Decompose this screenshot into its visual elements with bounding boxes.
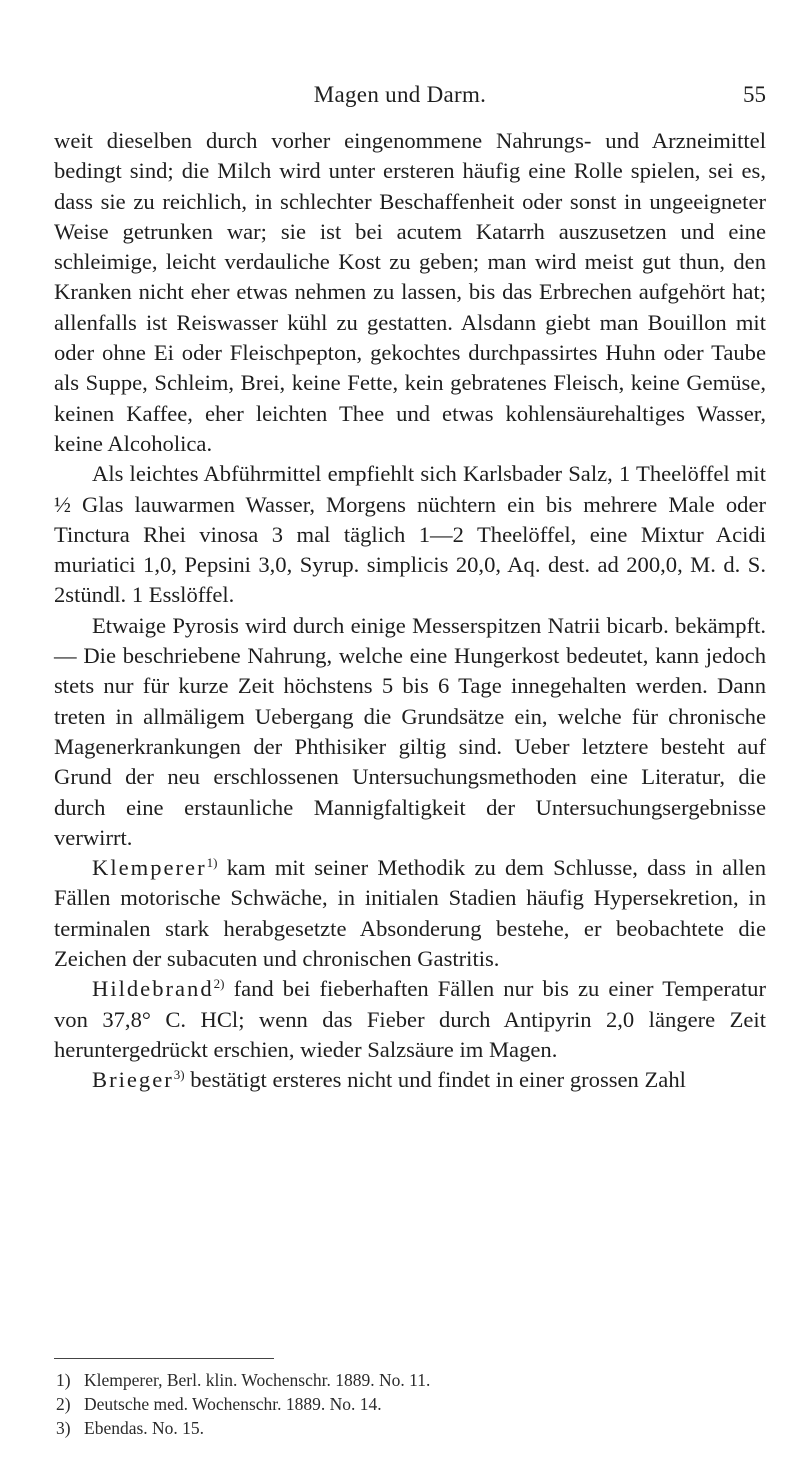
footnote-1 [56,1368,656,1392]
footnote-2 [56,1392,656,1416]
footnote-ref: 1) [206,855,218,871]
author-name: Hildebrand [92,976,214,1002]
author-name: Brieger [92,1067,174,1093]
body-text [54,126,766,1096]
page-number: 55 [743,82,766,107]
paragraph-1: weit dieselben durch vorher eingenommene Nahrungs- und Arzneimittel bedingt sind; die Milch wird unter ersteren häufig eine Rolle spielen, sei es, dass sie zu reichlich, in schlechter Beschaffenheit oder sonst in ungeeigneter Weise getrunken war; sie ist bei acutem Katarrh auszusetzen und eine schleimige, leicht verdauliche Kost zu geben; man wird meist gut thun, den Kranken nicht eher etwas nehmen zu lassen, bis das Erbrechen aufgehört hat; allenfalls ist Reiswasser kühl zu gestatten. Alsdann giebt man Bouillon mit oder ohne Ei oder Fleischpepton, gekochtes durchpassirtes Huhn oder Taube als Suppe, Schleim, Brei, keine Fette, kein gebratenes Fleisch, keine Gemüse, keinen Kaffee, eher leichten Thee und etwas kohlensäurehaltiges Wasser, keine Alcoholica. [54,128,766,456]
page-header [0,82,800,112]
footnote-number: 2) [56,1394,71,1414]
footnote-number: 3) [56,1418,71,1438]
paragraph-6 [54,1065,766,1095]
paragraph-5 [54,974,766,1065]
footnote-ref: 2) [213,976,225,992]
paragraph-text: fand bei fieberhaften Fällen nur bis zu einer Temperatur von 37,8° C. HCl; wenn das Fieber durch Antipyrin 2,0 längere Zeit heruntergedrückt erschien, wieder Salzsäure im Magen. [54,976,766,1062]
footnote-text: Klemperer, Berl. klin. Wochenschr. 1889. No. 11. [84,1370,431,1390]
running-title: Magen und Darm. [313,82,487,107]
footnote-text: Ebendas. No. 15. [84,1418,205,1438]
footnote-3 [56,1416,656,1440]
footnote-number: 1) [56,1370,71,1390]
paragraph-3: Etwaige Pyrosis wird durch einige Messerspitzen Natrii bicarb. bekämpft. — Die beschriebene Nahrung, welche eine Hungerkost bedeutet, kann jedoch stets nur für kurze Zeit höchstens 5 bis 6 Tage innegehalten werden. Dann treten in allmäligem Uebergang die Grundsätze ein, welche für chronische Magenerkrankungen der Phthisiker giltig sind. Ueber letztere besteht auf Grund der neu erschlossenen Untersuchungsmethoden eine Literatur, die durch eine erstaunliche Mannigfaltigkeit der Untersuchungsergebnisse verwirrt. [54,612,766,850]
footnote-text: Deutsche med. Wochenschr. 1889. No. 14. [84,1394,382,1414]
paragraph-2: Als leichtes Abführmittel empfiehlt sich Karlsbader Salz, 1 Theelöffel mit ½ Glas lauwarmen Wasser, Morgens nüchtern ein bis mehrere Male oder Tinctura Rhei vinosa 3 mal täglich 1—2 Theelöffel, eine Mixtur Acidi muriatici 1,0, Pepsini 3,0, Syrup. simplicis 20,0, Aq. dest. ad 200,0, M. d. S. 2stündl. 1 Esslöffel. [54,461,766,608]
paragraph-text: kam mit seiner Methodik zu dem Schlusse, dass in allen Fällen motorische Schwäche, in initialen Stadien häufig Hypersekretion, in terminalen stark herabgesetzte Absonderung bestehe, er beobachtete die Zeichen der subacuten und chronischen Gastritis. [54,855,766,972]
paragraph-text: bestätigt ersteres nicht und findet in einer grossen Zahl [184,1067,686,1093]
footnote-ref: 3) [173,1067,185,1083]
footnotes [56,1368,656,1440]
paragraph-4 [54,853,766,974]
author-name: Klemperer [92,855,207,881]
footnote-divider [54,1358,274,1359]
